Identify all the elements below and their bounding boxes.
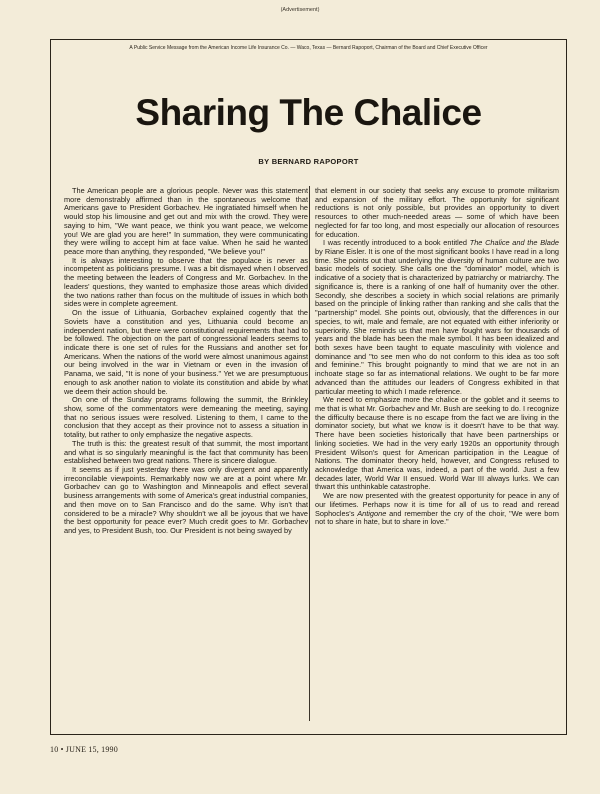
text-run: and remember the cry of the choir, "We were born not to share in hate, but to share in love." [315, 508, 559, 527]
paragraph: We need to emphasize more the chalice or the goblet and it seems to me that is what Mr. Gorbachev and Mr. Bush are seeking to do. I recognize the difficulty because there is no escape from the fact we are living in the dominator society, but what we know is it doesn't have to be that way. There have been societies historically that have been partnerships or linking societies. We had in the very early 1920s an opportunity through President Wilson's quest for American participation in the League of Nations. The dominator theory held, however, and Congress refused to acknowledge that America was, indeed, a part of the world. Just a few decades later, World War II ensued. World War III always lurks. We can thwart this unthinkable catastrophe. [315, 395, 559, 492]
book-title: The Chalice and the Blade [469, 238, 559, 248]
paragraph [315, 239, 559, 396]
headline: Sharing The Chalice [135, 92, 482, 133]
public-service-line: A Public Service Message from the American Income Life Insurance Co. — Waco, Texas — Bernard Rapoport, Chairman of the Board and Chief Executive Officer [129, 45, 488, 51]
paragraph: It seems as if just yesterday there was only divergent and apparently irreconcilable viewpoints. Remarkably now we are at a point where Mr. Gorbachev can go to Washington and Minneapolis and effect several business arrangements with some of America's great industrial companies, and then move on to San Francisco and do the same. Why isn't that considered to be a miracle? Why shouldn't we all be joyous that we have the best opportunity for peace ever? Much credit goes to Mr. Gorbachev and yes, to President Bush, too. Our President is not being swayed by [64, 465, 308, 536]
play-title: Antigone [357, 508, 387, 518]
page-footer: 10 • JUNE 15, 1990 [50, 745, 118, 754]
ad-frame [50, 39, 567, 735]
right-column [315, 187, 559, 527]
paragraph: The truth is this: the greatest result of that summit, the most important and what is so singularly meaningful is the fact that community has been established between two great nations. There is sincere dialogue. [64, 438, 308, 466]
paragraph: On one of the Sunday programs following the summit, the Brinkley show, some of the commentators were demeaning the meeting, saying that no serious issues were resolved. Listening to them, I came to the conclusion that they accept as their province not to assess a situation in totality, but rather to only emphasize the negative aspects. [64, 395, 308, 440]
text-run: I was recently introduced to a book entitled [323, 238, 470, 248]
paragraph: The American people are a glorious people. Never was this statement more demonstrably affirmed than in the spontaneous welcome that Americans gave to President Gorbachev. He ingratiated himself when he would stop his limousine and get out and mix with the crowd. They were saying to him, "We want peace, we think you want peace, we welcome you! We are glad you are here!" In summation, they were communicating they were willing to accept him at face value. When he said he wanted peace more than anything, they responded, "We believe you!" [64, 186, 308, 257]
paragraph: It is always interesting to observe that the populace is never as incompetent as politicians presume. I was a bit dismayed when I observed the meeting between the leaders of Congress and Mr. Gorbachev. In the leaders' questions, they wanted to emphasize those areas which divided the two nations rather than focus on the multitude of issues in which both sides were in complete agreement. [64, 255, 308, 309]
paragraph: On the issue of Lithuania, Gorbachev explained cogently that the Soviets have a constitution and yes, Lithuania could become an independent nation, but there were constitutional requirements that had to be followed. The objection on the part of congressional leaders seems to indicate there is one set of rules for the Russians and another set for Americans. When the nations of the world were almost unanimous against our being involved in the war in Vietnam or even in the invasion of Panama, we said, "It is none of your business." Yet we are presumptuous enough to ask another nation to violate its constitution and abide by what we deem their action should be. [64, 308, 308, 396]
paragraph [315, 492, 559, 527]
column-divider [309, 186, 310, 721]
text-run: by Riane Eisler. It is one of the most significant books I have read in a long time. She points out that underlying the diversity of human culture are two basic models of society. She calls one the "dominator" model, which is indicative of a society that is characterized by patriarchy or matriarchy. The significance is, there is a ranking of one half of humanity over the other. Secondly, she describes a society in which social relations are primarily based on the principle of linking rather than ranking and she calls that the "partnership" model. She points out, obviously, that the differences in our species, to wit, male and female, are not equated with either inferiority or superiority. She reminds us that men have fought wars for thousands of years and the blade has been the male symbol. It has been idealized and both sexes have been taught to equate masculinity with violence and dominance and "to see men who do not conform to this idea as too soft and feminine." This brought poignantly to mind that we are not in an inchoate stage so far as international relations. We ought to be far more advanced than the attitudes our leaders of Congress exhibited in that particular meeting to which I made reference. [315, 247, 559, 396]
text-run: We are now presented with the greatest opportunity for peace in any of our lifetimes. Perhaps now it is time for all of us to read and reread Sophocles's [315, 491, 559, 518]
advertisement-label: (Advertisement) [280, 7, 320, 13]
paragraph: that element in our society that seeks any excuse to promote militarism and expansion of the military effort. The opportunity for significant reductions is not only possible, but provides an opportunity to divert resources to other much-needed areas — some of which have been neglected for far too long, and most especially our allocation of resources for education. [315, 186, 559, 239]
left-column [64, 187, 308, 536]
byline: BY BERNARD RAPOPORT [258, 157, 359, 166]
